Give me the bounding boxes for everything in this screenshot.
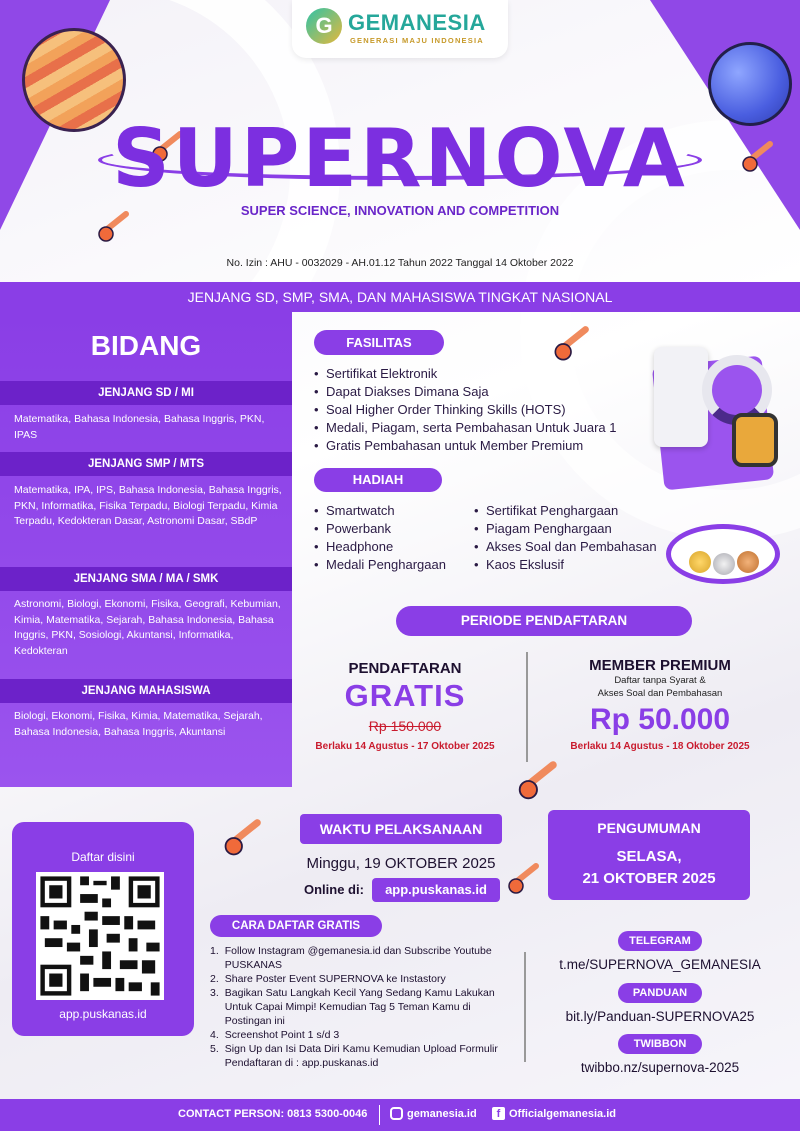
hadiah-item: • Piagam Penghargaan — [474, 520, 674, 538]
footer-divider — [379, 1105, 380, 1125]
smartwatch-icon — [732, 413, 778, 467]
comet-icon — [516, 760, 558, 802]
pengumuman-title: PENGUMUMAN — [564, 816, 734, 840]
medals-illustration — [666, 524, 780, 584]
cara-step: 2. Share Poster Event SUPERNOVA ke Instastory — [210, 973, 446, 985]
qr-label: Daftar disini — [71, 850, 135, 864]
hadiah-list-2 — [474, 502, 674, 574]
cara-step-text: Bagikan Satu Langkah Kecil Yang Sedang Kamu Lakukan Untuk Capai Mimpi! Kemudian Tag 5 Teman Kamu di Postingan ini — [224, 987, 495, 1027]
online-url[interactable]: app.puskanas.id — [372, 878, 500, 902]
facebook-icon: f — [492, 1107, 505, 1120]
fasilitas-title: FASILITAS — [314, 330, 444, 355]
cara-divider — [524, 952, 526, 1062]
free-registration-price: GRATIS — [344, 678, 466, 713]
prize-illustration — [650, 335, 780, 490]
qr-code-icon — [36, 872, 164, 1000]
cara-title: CARA DAFTAR GRATIS — [210, 915, 382, 937]
free-registration-label: PENDAFTARAN — [348, 660, 462, 677]
waktu-title: WAKTU PELAKSANAAN — [300, 814, 502, 844]
fasilitas-item: • Gratis Pembahasan untuk Member Premium — [314, 437, 654, 455]
comet-icon — [552, 325, 590, 363]
event-title: SUPERNOVA — [112, 112, 688, 205]
periode-title: PERIODE PENDAFTARAN — [396, 606, 692, 636]
cara-step: 1. Follow Instagram @gemanesia.id dan Subscribe Youtube PUSKANAS — [210, 944, 520, 972]
level-subjects-sma: Astronomi, Biologi, Ekonomi, Fisika, Geografi, Kebumian, Kimia, Matematika, Sejarah, Bahasa Indonesia, Bahasa Inggris, PKN, Sosiologi, Akuntansi, Informatika, Kedokteran — [14, 598, 281, 657]
medal-gold-icon — [689, 551, 711, 573]
qr-code[interactable] — [36, 872, 164, 1000]
telegram-label: TELEGRAM — [618, 931, 702, 951]
powerbank-icon — [654, 347, 708, 447]
fasilitas-item: • Soal Higher Order Thinking Skills (HOTS) — [314, 401, 654, 419]
telegram-link[interactable]: t.me/SUPERNOVA_GEMANESIA — [559, 957, 761, 972]
fasilitas-list — [314, 365, 654, 455]
fasilitas-item: • Dapat Diakses Dimana Saja — [314, 383, 654, 401]
periode-divider — [526, 652, 528, 762]
qr-url[interactable]: app.puskanas.id — [59, 1007, 147, 1021]
premium-valid-period: Berlaku 14 Agustus - 18 Oktober 2025 — [570, 741, 750, 752]
level-banner: JENJANG SD, SMP, SMA, DAN MAHASISWA TINGKAT NASIONAL — [0, 282, 800, 312]
waktu-date: Minggu, 19 OKTOBER 2025 — [306, 855, 496, 872]
hadiah-item: • Powerbank — [314, 520, 474, 538]
online-label: Online di: — [304, 882, 364, 897]
premium-sub-2: Akses Soal dan Pembahasan — [597, 688, 723, 699]
premium-label: MEMBER PREMIUM — [589, 657, 731, 674]
hadiah-item: • Medali Penghargaan — [314, 556, 474, 574]
permit-number: No. Izin : AHU - 0032029 - AH.01.12 Tahun 2022 Tanggal 14 Oktober 2022 — [226, 257, 574, 269]
pengumuman-date: 21 OKTOBER 2025 — [582, 870, 716, 887]
hadiah-item: • Kaos Ekslusif — [474, 556, 674, 574]
cara-step: 3. Bagikan Satu Langkah Kecil Yang Sedang Kamu Lakukan Untuk Capai Mimpi! Kemudian Tag 5 Teman Kamu di Postingan ini — [210, 986, 520, 1028]
level-subjects-sd: Matematika, Bahasa Indonesia, Bahasa Inggris, PKN, IPAS — [14, 413, 265, 441]
premium-sub-1: Daftar tanpa Syarat & — [614, 675, 706, 686]
gemanesia-logo-icon: G — [306, 8, 342, 44]
old-price: Rp 150.000 — [368, 718, 442, 734]
cara-step: 5. Sign Up dan Isi Data Diri Kamu Kemudian Upload Formulir Pendaftaran di : app.puskanas.id — [210, 1042, 520, 1070]
hadiah-item: • Headphone — [314, 538, 474, 556]
cara-step-text: Screenshot Point 1 s/d 3 — [224, 1029, 340, 1041]
logo-tagline: GENERASI MAJU INDONESIA — [350, 36, 484, 45]
twibbon-label: TWIBBON — [618, 1034, 702, 1054]
panduan-link[interactable]: bit.ly/Panduan-SUPERNOVA25 — [565, 1009, 755, 1024]
facebook-handle[interactable]: Officialgemanesia.id — [509, 1108, 616, 1120]
level-subjects-smp: Matematika, IPA, IPS, Bahasa Indonesia, Bahasa Inggris, PKN, Informatika, Fisika Terpadu, Biologi Terpadu, Kimia Terpadu, Kedokteran Dasar, Astronomi Dasar, SBdP — [14, 484, 282, 527]
level-subjects-mahasiswa: Biologi, Ekonomi, Fisika, Kimia, Matematika, Sejarah, Bahasa Indonesia, Bahasa Inggris, Akuntansi — [14, 710, 263, 738]
cara-step: 4. Screenshot Point 1 s/d 3 — [210, 1029, 340, 1041]
level-header-smp: JENJANG SMP / MTS — [0, 452, 292, 476]
pengumuman-day: SELASA, — [616, 848, 682, 865]
cara-step-text: Share Poster Event SUPERNOVA ke Instastory — [224, 973, 446, 985]
twibbon-link[interactable]: twibbo.nz/supernova-2025 — [580, 1060, 740, 1075]
hadiah-list-1 — [314, 502, 474, 574]
panduan-label: PANDUAN — [618, 983, 702, 1003]
cara-step-text: Sign Up dan Isi Data Diri Kamu Kemudian Upload Formulir Pendaftaran di : app.puskanas.id — [224, 1043, 498, 1069]
hadiah-item: • Sertifikat Penghargaan — [474, 502, 674, 520]
bidang-title: BIDANG — [90, 330, 202, 361]
hadiah-title: HADIAH — [314, 468, 442, 492]
brand-logo — [292, 0, 508, 58]
medal-silver-icon — [713, 553, 735, 575]
comet-icon — [222, 818, 262, 858]
fasilitas-item: • Medali, Piagam, serta Pembahasan Untuk Juara 1 — [314, 419, 654, 437]
instagram-handle[interactable]: gemanesia.id — [407, 1108, 477, 1120]
level-header-sd: JENJANG SD / MI — [0, 381, 292, 405]
cara-step-text: Follow Instagram @gemanesia.id dan Subscribe Youtube PUSKANAS — [224, 945, 492, 971]
premium-price: Rp 50.000 — [589, 703, 731, 736]
contact-person: CONTACT PERSON: 0813 5300-0046 — [178, 1108, 368, 1120]
logo-name: GEMANESIA — [348, 10, 486, 35]
footer — [0, 1099, 800, 1131]
level-header-sma: JENJANG SMA / MA / SMK — [0, 567, 292, 591]
free-valid-period: Berlaku 14 Agustus - 17 Oktober 2025 — [315, 741, 495, 752]
cara-steps — [210, 944, 520, 1070]
hadiah-item: • Akses Soal dan Pembahasan — [474, 538, 674, 556]
event-subtitle: SUPER SCIENCE, INNOVATION AND COMPETITION — [240, 203, 560, 218]
fasilitas-item: • Sertifikat Elektronik — [314, 365, 654, 383]
hadiah-item: • Smartwatch — [314, 502, 474, 520]
level-header-mahasiswa: JENJANG MAHASISWA — [0, 679, 292, 703]
medal-bronze-icon — [737, 551, 759, 573]
instagram-icon — [390, 1107, 403, 1120]
